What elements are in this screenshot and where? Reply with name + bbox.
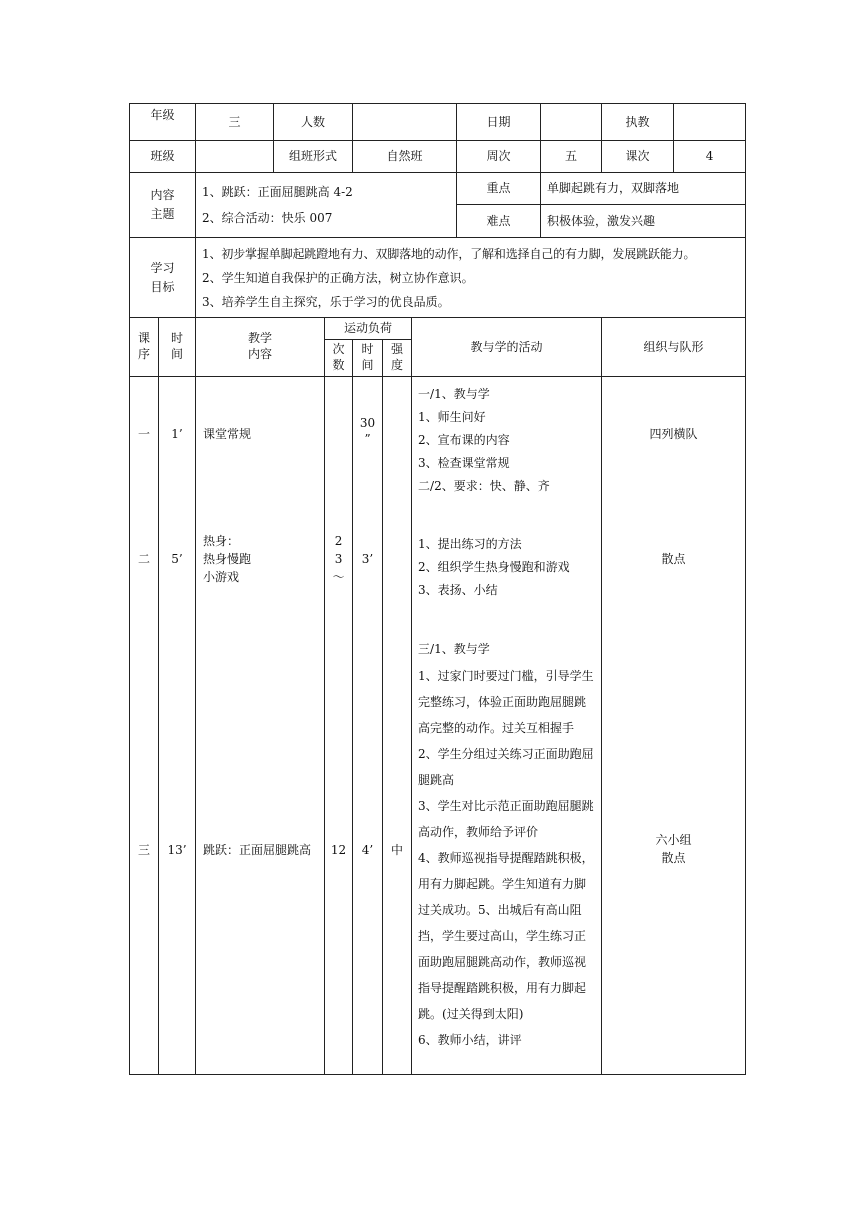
content-1: 课堂常规 bbox=[203, 427, 252, 441]
grade-value: 三 bbox=[196, 104, 274, 141]
spacer bbox=[418, 498, 597, 533]
col-intensity-line-1: 强 bbox=[391, 342, 404, 357]
seq-3: 三 bbox=[137, 843, 150, 857]
objective-item: 1、初步掌握单脚起跳蹬地有力、双脚落地的动作，了解和选择自己的有力脚，发展跳跃能力。 bbox=[202, 246, 696, 261]
activity-item: 三/1、教与学 bbox=[418, 642, 490, 656]
activity-item: 二/2、要求：快、静、齐 bbox=[418, 479, 550, 493]
table-row bbox=[130, 377, 746, 1075]
col-organization: 组织与队形 bbox=[602, 318, 746, 377]
objectives-label bbox=[130, 238, 196, 318]
count-value bbox=[353, 104, 457, 141]
times-2-line: ～ bbox=[332, 570, 345, 584]
activity-cell bbox=[412, 377, 602, 1075]
col-time-line-2: 间 bbox=[171, 347, 184, 361]
organization-1: 四列横队 bbox=[649, 427, 698, 441]
content-items bbox=[196, 173, 457, 238]
col-duration-line-1: 时 bbox=[361, 342, 374, 357]
week-label: 周次 bbox=[457, 141, 541, 173]
seq-cell bbox=[130, 377, 159, 1075]
organization-3-line: 六小组 bbox=[655, 833, 692, 847]
date-value bbox=[541, 104, 602, 141]
content-2 bbox=[203, 532, 251, 586]
activity-item: 2、学生分组过关练习正面助跑屈腿跳高 bbox=[418, 747, 594, 787]
duration-1 bbox=[353, 415, 382, 447]
organization-cell bbox=[602, 377, 746, 1075]
content-2-line: 热身慢跑 bbox=[203, 552, 252, 566]
col-content-line-2: 内容 bbox=[248, 347, 273, 361]
class-value bbox=[196, 141, 274, 173]
content-2-line: 小游戏 bbox=[203, 570, 240, 584]
time-cell bbox=[159, 377, 196, 1075]
header-row-1 bbox=[130, 104, 746, 141]
form-value: 自然班 bbox=[353, 141, 457, 173]
activity-item: 一/1、教与学 bbox=[418, 387, 490, 401]
objectives-row bbox=[130, 238, 746, 318]
col-seq-line-1: 课 bbox=[137, 331, 150, 346]
organization-3-line: 散点 bbox=[661, 851, 686, 865]
content-label bbox=[130, 173, 196, 238]
objectives-label-line-1: 学习 bbox=[150, 260, 175, 275]
objectives-label-line-2: 目标 bbox=[150, 279, 175, 294]
date-label: 日期 bbox=[457, 104, 541, 141]
content-2-line: 热身： bbox=[203, 534, 240, 548]
col-time bbox=[159, 318, 196, 377]
difficulty-label: 难点 bbox=[457, 205, 541, 238]
lesson-value: 4 bbox=[674, 141, 746, 173]
intensity-3: 中 bbox=[391, 843, 404, 857]
duration-cell bbox=[353, 377, 383, 1075]
content-3: 跳跃：正面屈腿跳高 bbox=[203, 843, 312, 857]
time-1: 1’ bbox=[171, 427, 183, 441]
content-item: 1、跳跃：正面屈腿跳高 4-2 bbox=[202, 185, 353, 199]
form-label: 组班形式 bbox=[274, 141, 353, 173]
col-duration bbox=[353, 340, 383, 377]
activity-item: 1、提出练习的方法 bbox=[418, 537, 522, 551]
objectives-items bbox=[196, 238, 746, 318]
week-value: 五 bbox=[541, 141, 602, 173]
header-row-2 bbox=[130, 141, 746, 173]
activity-item: 4、教师巡视指导提醒踏跳积极，用有力脚起跳。学生知道有力脚过关成功。5、出城后有高山阻挡，学生要过高山，学生练习正面助跑屈腿跳高动作，教师巡视指导提醒踏跳积极，用有力脚起跳。(过关得到太阳) bbox=[418, 851, 594, 1021]
key-point-value: 单脚起跳有力，双脚落地 bbox=[541, 173, 746, 205]
col-intensity-line-2: 度 bbox=[391, 358, 404, 372]
key-point-label: 重点 bbox=[457, 173, 541, 205]
times-2-line: 2 bbox=[334, 534, 343, 548]
activity-item: 3、学生对比示范正面助跑屈腿跳高动作，教师给予评价 bbox=[418, 799, 594, 839]
objective-item: 2、学生知道自我保护的正确方法，树立协作意识。 bbox=[202, 270, 474, 285]
teacher-value bbox=[674, 104, 746, 141]
objective-item: 3、培养学生自主探究，乐于学习的优良品质。 bbox=[202, 294, 450, 309]
times-cell bbox=[325, 377, 353, 1075]
count-label: 人数 bbox=[274, 104, 353, 141]
activity-item: 3、检查课堂常规 bbox=[418, 456, 510, 470]
col-times-line-2: 数 bbox=[332, 358, 345, 372]
activity-item: 1、师生问好 bbox=[418, 410, 486, 424]
duration-3: 4’ bbox=[361, 843, 374, 857]
spacer bbox=[418, 602, 597, 635]
col-time-line-1: 时 bbox=[171, 331, 184, 346]
activity-item: 3、表扬、小结 bbox=[418, 583, 498, 597]
difficulty-value: 积极体验，激发兴趣 bbox=[541, 205, 746, 238]
intensity-cell bbox=[383, 377, 412, 1075]
col-content-line-1: 教学 bbox=[248, 331, 273, 346]
activity-item: 2、宣布课的内容 bbox=[418, 433, 510, 447]
times-3: 12 bbox=[330, 843, 347, 857]
lesson-plan-table bbox=[129, 103, 746, 1075]
teacher-label: 执教 bbox=[602, 104, 674, 141]
class-label: 班级 bbox=[130, 141, 196, 173]
activity-item: 2、组织学生热身慢跑和游戏 bbox=[418, 560, 570, 574]
activity-item: 1、过家门时要过门槛，引导学生完整练习，体验正面助跑屈腿跳高完整的动作。过关互相握手 bbox=[418, 669, 594, 735]
seq-2: 二 bbox=[137, 552, 150, 566]
lesson-plan-page bbox=[129, 103, 745, 1075]
content-cell bbox=[196, 377, 325, 1075]
organization-2: 散点 bbox=[661, 552, 686, 566]
lesson-label: 课次 bbox=[602, 141, 674, 173]
col-load: 运动负荷 bbox=[325, 318, 412, 340]
content-item: 2、综合活动：快乐 007 bbox=[202, 211, 333, 225]
col-times-line-1: 次 bbox=[332, 342, 345, 357]
content-label-line-2: 主题 bbox=[150, 207, 175, 221]
times-2 bbox=[325, 532, 352, 586]
col-content bbox=[196, 318, 325, 377]
seq-1: 一 bbox=[137, 427, 150, 441]
activity-item: 6、教师小结，讲评 bbox=[418, 1033, 522, 1047]
col-intensity bbox=[383, 340, 412, 377]
organization-3 bbox=[602, 831, 745, 867]
grade-label: 年级 bbox=[130, 104, 196, 141]
duration-1-line: ” bbox=[364, 432, 371, 446]
col-seq-line-2: 序 bbox=[137, 347, 150, 361]
duration-1-line: 30 bbox=[359, 416, 376, 430]
times-2-line: 3 bbox=[334, 552, 343, 566]
column-header-row-1 bbox=[130, 318, 746, 340]
time-3: 13’ bbox=[167, 843, 187, 857]
col-duration-line-2: 间 bbox=[361, 358, 374, 372]
time-2: 5’ bbox=[171, 552, 183, 566]
col-activity: 教与学的活动 bbox=[412, 318, 602, 377]
duration-2: 3’ bbox=[361, 552, 374, 566]
content-label-line-1: 内容 bbox=[150, 188, 175, 203]
content-row-1 bbox=[130, 173, 746, 205]
col-times bbox=[325, 340, 353, 377]
col-seq bbox=[130, 318, 159, 377]
